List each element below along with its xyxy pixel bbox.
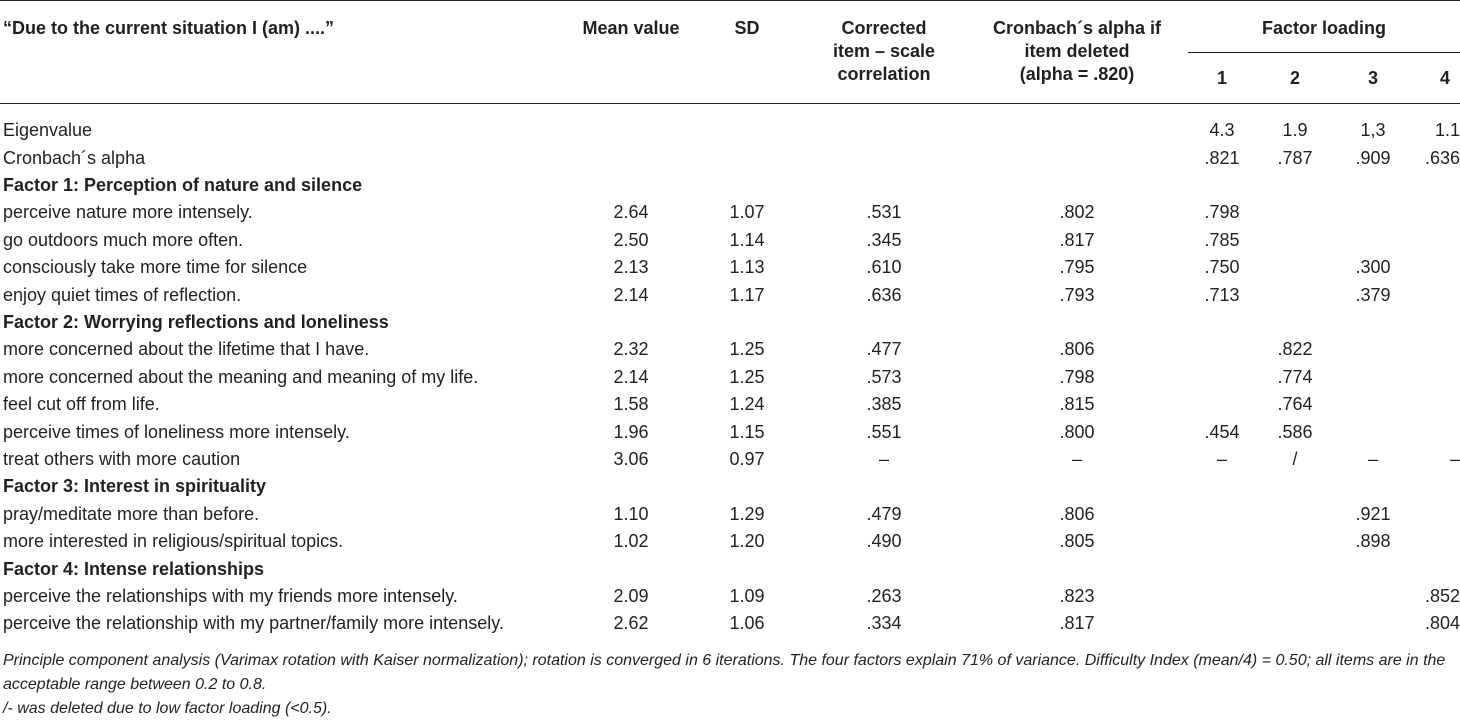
- row-label: perceive times of loneliness more intensely.: [3, 421, 350, 442]
- cell-corrected-correlation: .531: [866, 202, 902, 223]
- header-factor-3: 3: [1367, 68, 1378, 88]
- cell-factor-1: [1188, 610, 1256, 637]
- cell-mean: 2.14: [613, 366, 649, 387]
- cell-alpha-if-deleted: .815: [1059, 394, 1095, 415]
- cell-factor-3: [1334, 610, 1412, 637]
- cell-factor-4: [1412, 418, 1460, 445]
- cell-alpha-if-deleted: –: [1071, 448, 1082, 469]
- cell-factor-1: .798: [1204, 202, 1240, 223]
- cell-factor-4: [1412, 336, 1460, 363]
- cell-mean: 2.50: [613, 229, 649, 250]
- cell-factor-3: [1334, 226, 1412, 253]
- cell-sd: 1.25: [729, 339, 765, 360]
- cell-factor-1: [1188, 500, 1256, 527]
- cell-corrected-correlation: .573: [866, 366, 902, 387]
- cell-mean: 1.96: [613, 421, 649, 442]
- table-row: [0, 610, 1460, 637]
- cell-factor-2: [1256, 254, 1334, 281]
- table-row: [0, 418, 1460, 445]
- table-row: [0, 226, 1460, 253]
- cell-alpha-if-deleted: .806: [1059, 339, 1095, 360]
- cell-factor-4: [1412, 527, 1460, 554]
- table-footnotes: [3, 649, 1453, 721]
- header-corrected-line-1: Corrected: [841, 18, 927, 38]
- cell-alpha-if-deleted: [966, 104, 1188, 145]
- cell-mean: [570, 144, 692, 171]
- cell-factor-3: 1,3: [1360, 120, 1386, 140]
- table-row: [0, 254, 1460, 281]
- cell-sd: 1.17: [729, 284, 765, 305]
- cell-corrected-correlation: .477: [866, 339, 902, 360]
- header-mean: Mean value: [582, 18, 680, 38]
- cell-alpha-if-deleted: .806: [1059, 503, 1095, 524]
- factor-heading: Factor 4: Intense relationships: [3, 558, 265, 579]
- cell-alpha-if-deleted: .817: [1059, 229, 1095, 250]
- cell-factor-2: [1256, 610, 1334, 637]
- cell-sd: 1.09: [729, 585, 765, 606]
- cell-factor-4: [1412, 363, 1460, 390]
- row-label: treat others with more caution: [3, 448, 241, 469]
- cell-alpha-if-deleted: .802: [1059, 202, 1095, 223]
- header-alpha-if-deleted: [966, 1, 1188, 104]
- cell-factor-4: .636: [1424, 147, 1460, 168]
- cell-mean: 1.10: [613, 503, 649, 524]
- header-sd: SD: [734, 18, 760, 38]
- cell-sd: 1.15: [729, 421, 765, 442]
- header-alpha-line-2: item deleted: [1024, 41, 1130, 61]
- cell-factor-3: [1334, 391, 1412, 418]
- factor-heading-row: [0, 473, 1460, 500]
- stat-row: [0, 144, 1460, 171]
- cell-corrected-correlation: –: [878, 448, 889, 469]
- cell-corrected-correlation: [802, 144, 966, 171]
- cell-corrected-correlation: .479: [866, 503, 902, 524]
- cell-factor-2: .774: [1277, 366, 1313, 387]
- table-row: [0, 391, 1460, 418]
- cell-sd: [692, 104, 802, 145]
- cell-factor-1: .785: [1204, 229, 1240, 250]
- cell-sd: 1.24: [729, 394, 765, 415]
- cell-mean: 1.58: [613, 394, 649, 415]
- cell-factor-4: 1.1: [1434, 120, 1460, 140]
- cell-mean: 2.14: [613, 284, 649, 305]
- cell-factor-3: [1334, 582, 1412, 609]
- row-label: more concerned about the meaning and meaning of my life.: [3, 366, 479, 387]
- cell-mean: 2.09: [613, 585, 649, 606]
- cell-sd: 1.25: [729, 366, 765, 387]
- cell-alpha-if-deleted: .798: [1059, 366, 1095, 387]
- cell-factor-4: –: [1450, 448, 1460, 469]
- factor-heading-row: [0, 555, 1460, 582]
- cell-mean: [570, 104, 692, 145]
- factor-heading-row: [0, 171, 1460, 198]
- cell-alpha-if-deleted: .793: [1059, 284, 1095, 305]
- cell-alpha-if-deleted: .805: [1059, 531, 1095, 552]
- row-label: Cronbach´s alpha: [3, 147, 146, 168]
- cell-factor-4: [1412, 199, 1460, 226]
- table-row: [0, 363, 1460, 390]
- cell-alpha-if-deleted: .795: [1059, 257, 1095, 278]
- cell-alpha-if-deleted: .823: [1059, 585, 1095, 606]
- cell-factor-1: [1188, 363, 1256, 390]
- cell-sd: [692, 144, 802, 171]
- cell-sd: 1.07: [729, 202, 765, 223]
- row-label: perceive the relationships with my friends more intensely.: [3, 585, 458, 606]
- cell-factor-3: .898: [1355, 531, 1391, 552]
- cell-mean: 2.32: [613, 339, 649, 360]
- cell-factor-2: /: [1292, 448, 1298, 469]
- cell-factor-2: 1.9: [1282, 120, 1308, 140]
- cell-factor-2: [1256, 199, 1334, 226]
- footnote-deleted: /- was deleted due to low factor loading (<0.5).: [3, 700, 332, 717]
- table-row: [0, 582, 1460, 609]
- row-label: more interested in religious/spiritual topics.: [3, 531, 344, 552]
- cell-corrected-correlation: .636: [866, 284, 902, 305]
- table-header: [0, 1, 1460, 104]
- cell-factor-1: [1188, 527, 1256, 554]
- cell-factor-3: [1334, 336, 1412, 363]
- cell-factor-2: .822: [1277, 339, 1313, 360]
- header-corrected-correlation: [802, 1, 966, 104]
- table-row: [0, 527, 1460, 554]
- row-label: enjoy quiet times of reflection.: [3, 284, 242, 305]
- factor-heading: Factor 1: Perception of nature and silence: [3, 175, 363, 196]
- cell-sd: 1.29: [729, 503, 765, 524]
- header-alpha-line-3: (alpha = .820): [1019, 64, 1135, 84]
- cell-corrected-correlation: .385: [866, 394, 902, 415]
- cell-mean: 2.13: [613, 257, 649, 278]
- cell-sd: 0.97: [729, 448, 765, 469]
- cell-factor-4: [1412, 281, 1460, 308]
- row-label: pray/meditate more than before.: [3, 503, 260, 524]
- table-row: [0, 281, 1460, 308]
- cell-factor-3: .379: [1355, 284, 1391, 305]
- cell-factor-1: 4.3: [1209, 120, 1235, 140]
- table-row: [0, 199, 1460, 226]
- cell-sd: 1.06: [729, 613, 765, 634]
- header-factor-loading: Factor loading: [1188, 1, 1460, 53]
- cell-factor-3: .921: [1355, 503, 1391, 524]
- cell-factor-1: .454: [1204, 421, 1240, 442]
- cell-factor-4: [1412, 254, 1460, 281]
- cell-factor-1: .713: [1204, 284, 1240, 305]
- header-item-label: “Due to the current situation I (am) ....”: [3, 18, 335, 38]
- cell-sd: 1.13: [729, 257, 765, 278]
- cell-factor-2: [1256, 527, 1334, 554]
- cell-factor-4: [1412, 500, 1460, 527]
- header-alpha-line-1: Cronbach´s alpha if: [992, 18, 1162, 38]
- cell-factor-3: –: [1367, 448, 1378, 469]
- cell-factor-3: .909: [1355, 147, 1391, 168]
- header-factor-4: 4: [1440, 68, 1451, 88]
- cell-factor-2: [1256, 226, 1334, 253]
- row-label: Eigenvalue: [3, 120, 93, 140]
- cell-corrected-correlation: .490: [866, 531, 902, 552]
- cell-corrected-correlation: .551: [866, 421, 902, 442]
- table-row: [0, 500, 1460, 527]
- cell-factor-2: [1256, 582, 1334, 609]
- cell-mean: 2.62: [613, 613, 649, 634]
- footnote-method: Principle component analysis (Varimax rotation with Kaiser normalization); rotation is converged in 6 iterations. The four factors explain 71% of variance. Difficulty Index (mean/4) = 0.50; all items are in the acceptable range between 0.2 to 0.8.: [3, 652, 1446, 693]
- cell-factor-1: [1188, 336, 1256, 363]
- cell-factor-1: .821: [1204, 147, 1240, 168]
- cell-corrected-correlation: .334: [866, 613, 902, 634]
- cell-corrected-correlation: [802, 104, 966, 145]
- row-label: go outdoors much more often.: [3, 229, 244, 250]
- table-row: [0, 445, 1460, 472]
- row-label: feel cut off from life.: [3, 394, 160, 415]
- cell-factor-2: .586: [1277, 421, 1313, 442]
- factor-heading: Factor 2: Worrying reflections and loneliness: [3, 312, 389, 333]
- cell-corrected-correlation: .263: [866, 585, 902, 606]
- cell-factor-4: .852: [1424, 585, 1460, 606]
- cell-factor-3: .300: [1355, 257, 1391, 278]
- cell-factor-2: .787: [1277, 147, 1313, 168]
- stat-row: [0, 104, 1460, 145]
- row-label: perceive nature more intensely.: [3, 202, 253, 223]
- cell-factor-2: [1256, 281, 1334, 308]
- cell-mean: 3.06: [613, 448, 649, 469]
- factor-heading-row: [0, 308, 1460, 335]
- cell-factor-3: [1334, 199, 1412, 226]
- cell-sd: 1.20: [729, 531, 765, 552]
- row-label: consciously take more time for silence: [3, 257, 308, 278]
- header-corrected-line-2: item – scale: [832, 41, 936, 61]
- factor-heading: Factor 3: Interest in spirituality: [3, 476, 267, 497]
- cell-factor-2: .764: [1277, 394, 1313, 415]
- cell-factor-1: [1188, 582, 1256, 609]
- cell-factor-4: [1412, 391, 1460, 418]
- cell-factor-1: [1188, 391, 1256, 418]
- cell-factor-2: [1256, 500, 1334, 527]
- header-corrected-line-3: correlation: [837, 64, 931, 84]
- cell-corrected-correlation: .610: [866, 257, 902, 278]
- cell-mean: 1.02: [613, 531, 649, 552]
- cell-alpha-if-deleted: .817: [1059, 613, 1095, 634]
- table-body: [0, 104, 1460, 638]
- header-factor-1: 1: [1216, 68, 1227, 88]
- cell-alpha-if-deleted: .800: [1059, 421, 1095, 442]
- table-row: [0, 336, 1460, 363]
- cell-mean: 2.64: [613, 202, 649, 223]
- cell-factor-1: –: [1216, 448, 1227, 469]
- row-label: more concerned about the lifetime that I have.: [3, 339, 370, 360]
- cell-sd: 1.14: [729, 229, 765, 250]
- cell-factor-1: .750: [1204, 257, 1240, 278]
- cell-corrected-correlation: .345: [866, 229, 902, 250]
- header-factor-2: 2: [1289, 68, 1300, 88]
- cell-factor-3: [1334, 363, 1412, 390]
- cell-factor-4: .804: [1424, 613, 1460, 634]
- cell-alpha-if-deleted: [966, 144, 1188, 171]
- row-label: perceive the relationship with my partner/family more intensely.: [3, 613, 504, 634]
- cell-factor-3: [1334, 418, 1412, 445]
- cell-factor-4: [1412, 226, 1460, 253]
